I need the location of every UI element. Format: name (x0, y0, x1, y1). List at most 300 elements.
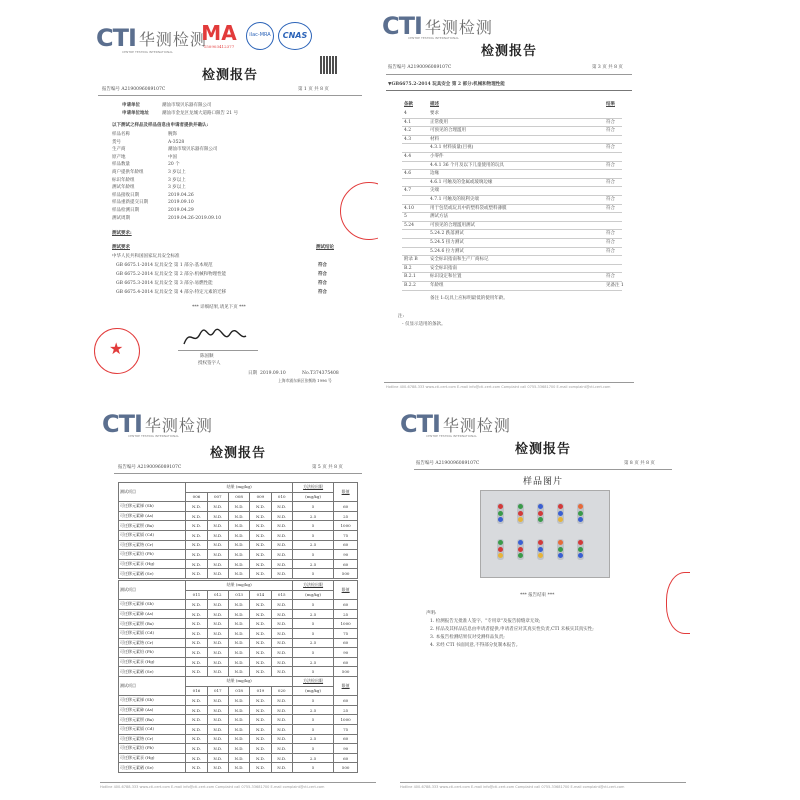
field-value: 腕饰 (168, 132, 177, 137)
nd-value: N.D. (271, 715, 292, 725)
mdl-value: 2.5 (292, 609, 333, 619)
table-row (119, 696, 358, 706)
nd-value: N.D. (186, 753, 207, 763)
sample-id: 019 (250, 686, 271, 696)
nd-value: N.D. (186, 600, 207, 610)
clause-description: 可预见的合理滥用 (430, 128, 466, 134)
nd-value: N.D. (186, 705, 207, 715)
nd-value: N.D. (207, 715, 228, 725)
nd-value: N.D. (186, 628, 207, 638)
results-table (118, 482, 358, 579)
header-mdl-unit: (mg/kg) (292, 492, 333, 502)
nd-value: N.D. (250, 705, 271, 715)
row-divider (402, 290, 622, 291)
nd-value: N.D. (207, 744, 228, 754)
field-value: 2019.04.26 (168, 192, 194, 198)
limit-value: 60 (334, 657, 358, 667)
nd-value: N.D. (228, 696, 249, 706)
clause-description: 安全标识指南 (430, 265, 457, 271)
limit-value: 90 (334, 648, 358, 658)
nd-value: N.D. (207, 648, 228, 658)
sample-id: 010 (271, 492, 292, 502)
nd-value: N.D. (186, 657, 207, 667)
nd-value: N.D. (228, 648, 249, 658)
report-page-8: CTI 华测检测 CENTRE TESTING INTERNATIONAL 检测报告 报告编号 A2190096089107C 第 8 页 共 8 页 样品图片 *** 报告结束 *** 声明: 1. 检测报告无批准人签字、"专用章"及报告骑缝章无效; 2. 样品及其样品信息由申请者提供,申请者应对其真实性负责,CTI 未核实其真实性; 3. 本报告检测结果仅对受测样品负责; 4. 未经 CTI 书面同意,不得部分复制本报告。 Hotline 400-6788-333 www.cti-cert.com E-mail info@cti-cert.com Complaint call 0755-33681700 E-mail complaint@cti-cert.com (396, 402, 690, 794)
clause-number: 4.6 (404, 171, 412, 177)
nd-value: N.D. (207, 628, 228, 638)
nd-value: N.D. (271, 744, 292, 754)
element-name: 可迁移元素钡 (Ba) (119, 521, 186, 531)
clause-description: 正常使用 (430, 119, 448, 125)
mdl-value: 5 (292, 744, 333, 754)
sample-id: 020 (271, 686, 292, 696)
table-row (119, 559, 358, 569)
nd-value: N.D. (228, 667, 249, 677)
header-result: 结果 (mg/kg) (186, 483, 293, 493)
table-row (119, 715, 358, 725)
header-limit: 限值 (334, 677, 358, 696)
nd-value: N.D. (207, 540, 228, 550)
clause-result: 符合 (606, 205, 615, 211)
nd-value: N.D. (228, 628, 249, 638)
nd-value: N.D. (228, 511, 249, 521)
nd-value: N.D. (271, 530, 292, 540)
test-item: GB 6675.3-2014 玩具安全 第 3 部分:易燃性能 (116, 281, 213, 286)
nd-value: N.D. (207, 734, 228, 744)
nd-value: N.D. (207, 696, 228, 706)
element-name: 可迁移元素锑 (Sb) (119, 600, 186, 610)
clause-number: 4.3 (404, 136, 412, 142)
sample-photo (480, 490, 610, 578)
header-mdl-unit: (mg/kg) (292, 590, 333, 600)
nd-value: N.D. (228, 734, 249, 744)
test-item: GB 6675.4-2014 玩具安全 第 4 部分:特定元素的迁移 (116, 290, 227, 295)
clause-result: 符合 (606, 145, 615, 151)
nd-value: N.D. (271, 734, 292, 744)
nd-value: N.D. (186, 550, 207, 560)
field-label: 样品名称 (112, 132, 130, 137)
bracelet-item (537, 539, 544, 560)
cti-logo: CTI 华测检测 (102, 410, 213, 438)
test-item: GB 6675.2-2014 玩具安全 第 2 部分:机械和物理性能 (116, 272, 227, 277)
nd-value: N.D. (207, 763, 228, 773)
element-name: 可迁移元素铅 (Pb) (119, 744, 186, 754)
header-limit: 限值 (334, 483, 358, 502)
nd-value: N.D. (228, 638, 249, 648)
nd-value: N.D. (207, 511, 228, 521)
table-row (119, 734, 358, 744)
nd-value: N.D. (228, 502, 249, 512)
table-row (119, 619, 358, 629)
nd-value: N.D. (250, 600, 271, 610)
clause-result: 符合 (606, 197, 615, 202)
nd-value: N.D. (228, 744, 249, 754)
mdl-value: 5 (292, 628, 333, 638)
nd-value: N.D. (271, 540, 292, 550)
element-name: 可迁移元素铅 (Pb) (119, 648, 186, 658)
cma-logo: MA 150903412377 (201, 21, 237, 49)
test-result: 符合 (318, 281, 327, 286)
element-name: 可迁移元素汞 (Hg) (119, 559, 186, 569)
clause-number: 4.10 (404, 205, 415, 211)
sample-id: 009 (250, 492, 271, 502)
nd-value: N.D. (207, 619, 228, 629)
nd-value: N.D. (250, 559, 271, 569)
field-label: 样品重新提交日期 (112, 200, 148, 206)
limit-value: 500 (334, 667, 358, 677)
sample-id: 016 (186, 686, 207, 696)
nd-value: N.D. (250, 696, 271, 706)
nd-value: N.D. (228, 609, 249, 619)
table-row (119, 609, 358, 619)
field-value: A-3528 (168, 139, 185, 145)
clause-number: B.2.1 (404, 274, 416, 280)
declaration-item: 1. 检测报告无批准人签字、"专用章"及报告骑缝章无效; (430, 619, 541, 624)
field-value: 3 岁以上 (168, 185, 186, 191)
sample-id: 011 (186, 590, 207, 600)
report-page-3: CTI 华测检测 CENTRE TESTING INTERNATIONAL 检测报告 报告编号 A2190096089107C 第 3 页 共 8 页 ▼GB6675.2-2014 玩具安全 第 2 部分:机械和物理性能 条款 描述 结果 4 要求 4.1 正常使用 符合 4.2 可预见的合理滥用 符合 4.3 材料 4.3.1 材料质量(目视) 符合 4.4 小零件 4.4.1 36 个月及以下儿童使用的玩具 符合 4.6 边缘 4.6.1 可触及的金属或玻璃边缘 符合 4.7 尖端 4.7.1 可触及的锐利尖端 符合 4.10 用于包装或玩具中的塑料袋或塑料薄膜 符合 5 测试方法 5.24 可预见的合理滥用测试 5.24.2 跌落测试 符合 5.24.5 扭力测试 符合 5.24.6 拉力测试 符合 附录 B 安全标识指南和生产厂商标记 B.2 安全标识指南 B.2.1 标识设定和位置 符合 B.2.2 年龄组 见备注 1 备注 1:玩具上应标明最低的使用年龄。 注: - 仅显示适用的条款。 Hotline 400-6788-333 www.cti-cert.com E-mail info@cti-cert.com Complaint call 0755-33681700 E-mail complaint@cti-cert.com (378, 4, 640, 392)
bracelet-item (577, 539, 584, 560)
element-name: 可迁移元素硒 (Se) (119, 667, 186, 677)
table-row (119, 628, 358, 638)
nd-value: N.D. (271, 648, 292, 658)
element-name: 可迁移元素锑 (Sb) (119, 502, 186, 512)
mdl-value: 5 (292, 715, 333, 725)
bracelet-item (557, 503, 564, 524)
nd-value: N.D. (271, 502, 292, 512)
header-result: 结果 (mg/kg) (186, 581, 293, 591)
nd-value: N.D. (207, 753, 228, 763)
page-title: 检测报告 (480, 44, 537, 59)
element-name: 可迁移元素砷 (As) (119, 609, 186, 619)
test-item: GB 6675.1-2014 玩具安全 第 1 部分:基本规范 (116, 263, 213, 268)
nd-value: N.D. (186, 638, 207, 648)
mdl-value: 5 (292, 724, 333, 734)
nd-value: N.D. (250, 715, 271, 725)
nd-value: N.D. (186, 619, 207, 629)
red-seal-icon: ★ (94, 328, 140, 374)
sample-id: 008 (228, 492, 249, 502)
table-row (119, 540, 358, 550)
mdl-value: 5 (292, 600, 333, 610)
mdl-value: 5 (292, 648, 333, 658)
element-name: 可迁移元素镉 (Cd) (119, 530, 186, 540)
nd-value: N.D. (186, 648, 207, 658)
table-row (119, 667, 358, 677)
header-mdl: 方法检出限 (292, 581, 333, 591)
sample-id: 018 (228, 686, 249, 696)
nd-value: N.D. (228, 559, 249, 569)
clause-description: 标识设定和位置 (430, 274, 462, 280)
bracelet-item (517, 539, 524, 560)
field-label: 商户提供年龄组 (112, 170, 144, 175)
clause-result: 符合 (606, 162, 615, 168)
clause-description: 4.3.1 材料质量(目视) (430, 145, 474, 151)
nd-value: N.D. (207, 521, 228, 531)
nd-value: N.D. (207, 609, 228, 619)
clause-description: 用于包装或玩具中的塑料袋或塑料薄膜 (430, 205, 507, 211)
mdl-value: 2.5 (292, 511, 333, 521)
clause-number: B.2.2 (404, 283, 416, 288)
declaration-item: 2. 样品及其样品信息由申请者提供,申请者应对其真实性负责,CTI 未核实其真实性; (430, 627, 594, 632)
table-row (119, 550, 358, 560)
table-row (119, 763, 358, 773)
bracelet-item (517, 503, 524, 524)
nd-value: N.D. (186, 744, 207, 754)
nd-value: N.D. (271, 763, 292, 773)
page-title: 检测报告 (514, 442, 571, 457)
nd-value: N.D. (207, 559, 228, 569)
nd-value: N.D. (228, 657, 249, 667)
mdl-value: 2.5 (292, 753, 333, 763)
nd-value: N.D. (186, 715, 207, 725)
nd-value: N.D. (186, 724, 207, 734)
header-test-item: 测试项目 (119, 581, 186, 600)
nd-value: N.D. (250, 511, 271, 521)
clause-description: 要求 (430, 111, 439, 116)
nd-value: N.D. (228, 550, 249, 560)
report-page-5: CTI 华测检测 CENTRE TESTING INTERNATIONAL 检测报告 报告编号 A2190096089107C 第 5 页 共 8 页 测试项目 结果 (mg/kg) 方法检出限 限值 006 007 008 009 010 (mg/kg) 可迁移元素锑 (Sb) N.D. N.D. N.D. N.D. N.D. 5 60 可迁移元素砷 (As) N.D. N.D. N.D. N.D. N.D. 2.5 25 可迁移元素钡 (Ba) N.D. N.D. N.D. N.D. N.D. 5 1000 可迁移元素镉 (Cd) N.D. N.D. N.D. N.D. N.D. 5 75 可迁移元素铬 (Cr) N.D. N.D. N.D. N.D. N.D. 2.5 60 可迁移元素铅 (Pb) N.D. N.D. N.D. N.D. N.D. 5 90 可迁移元素汞 (Hg) N.D. N.D. N.D. N.D. N.D. 2.5 60 可迁移元素硒 (Se) N.D. N.D. N.D. N.D. N.D. 5 500 测试项目 结果 (mg/kg) 方法检出限 限值 011 012 013 014 015 (mg/kg) 可迁移元素锑 (Sb) N.D. N.D. N.D. N.D. N.D. 5 60 可迁移元素砷 (As) N.D. N.D. N.D. N.D. N.D. 2.5 25 可迁移元素钡 (Ba) N.D. N.D. N.D. N.D. N.D. 5 1000 可迁移元素镉 (Cd) N.D. N.D. N.D. N.D. N.D. 5 75 可迁移元素铬 (Cr) N.D. N.D. N.D. N.D. N.D. 2.5 60 可迁移元素铅 (Pb) N.D. N.D. N.D. N.D. N.D. 5 90 可迁移元素汞 (Hg) N.D. N.D. N.D. N.D. N.D. 2.5 60 可迁移元素硒 (Se) N.D. N.D. N.D. N.D. N.D. 5 500 测试项目 结果 (mg/kg) 方法检出限 限值 016 017 018 019 020 (mg/kg) 可迁移元素锑 (Sb) N.D. N.D. N.D. N.D. N.D. 5 60 可迁移元素砷 (As) N.D. N.D. N.D. N.D. N.D. 2.5 25 可迁移元素钡 (Ba) N.D. N.D. N.D. N.D. N.D. 5 1000 可迁移元素镉 (Cd) N.D. N.D. N.D. N.D. N.D. 5 75 可迁移元素铬 (Cr) N.D. N.D. N.D. N.D. N.D. 2.5 60 可迁移元素铅 (Pb) N.D. N.D. N.D. N.D. N.D. 5 90 可迁移元素汞 (Hg) N.D. N.D. N.D. N.D. N.D. 2.5 60 可迁移元素硒 (Se) N.D. N.D. N.D. N.D. N.D. 5 500 Hotline 400-6788-333 www.cti-cert.com E-mail info@cti-cert.com Complaint call 0755-33681700 E-mail complaint@cti-cert.com (96, 402, 380, 794)
clause-number: 4 (404, 111, 407, 116)
nd-value: N.D. (271, 609, 292, 619)
nd-value: N.D. (228, 600, 249, 610)
clause-number: 4.1 (404, 119, 412, 125)
element-name: 可迁移元素硒 (Se) (119, 763, 186, 773)
ilac-logo: ilac-MRA (246, 22, 274, 50)
field-label: 样品数量 (112, 162, 130, 168)
clause-result: 符合 (606, 179, 615, 185)
field-value: 3 岁以上 (168, 170, 186, 175)
limit-value: 25 (334, 705, 358, 715)
mdl-value: 2.5 (292, 734, 333, 744)
nd-value: N.D. (271, 619, 292, 629)
nd-value: N.D. (250, 763, 271, 773)
table-row (119, 521, 358, 531)
limit-value: 1000 (334, 521, 358, 531)
header-mdl: 方法检出限 (292, 483, 333, 493)
nd-value: N.D. (250, 734, 271, 744)
clause-description: 年龄组 (430, 283, 444, 288)
nd-value: N.D. (228, 569, 249, 579)
clause-number: 附录 B (404, 257, 418, 263)
nd-value: N.D. (207, 657, 228, 667)
header-limit: 限值 (334, 581, 358, 600)
nd-value: N.D. (250, 569, 271, 579)
test-result: 符合 (318, 272, 327, 277)
mdl-value: 5 (292, 763, 333, 773)
nd-value: N.D. (186, 521, 207, 531)
nd-value: N.D. (250, 667, 271, 677)
clause-description: 4.4.1 36 个月及以下儿童使用的玩具 (430, 162, 505, 168)
field-value: 2019.04.26-2019.09.10 (168, 215, 222, 221)
nd-value: N.D. (271, 657, 292, 667)
table-row (119, 511, 358, 521)
nd-value: N.D. (271, 638, 292, 648)
mdl-value: 2.5 (292, 705, 333, 715)
field-label: 样品检测日期 (112, 208, 139, 213)
clause-description: 安全标识指南和生产厂商标记 (430, 257, 489, 263)
nd-value: N.D. (228, 530, 249, 540)
test-result: 符合 (318, 263, 327, 268)
element-name: 可迁移元素硒 (Se) (119, 569, 186, 579)
element-name: 可迁移元素钡 (Ba) (119, 619, 186, 629)
nd-value: N.D. (207, 724, 228, 734)
bracelet-item (537, 503, 544, 524)
nd-value: N.D. (250, 540, 271, 550)
nd-value: N.D. (207, 569, 228, 579)
element-name: 可迁移元素锑 (Sb) (119, 696, 186, 706)
declaration-item: 3. 本报告检测结果仅对受测样品负责; (430, 635, 505, 640)
nd-value: N.D. (250, 628, 271, 638)
clause-result: 符合 (606, 248, 615, 254)
clause-description: 5.24.2 跌落测试 (430, 231, 464, 237)
clause-result: 符合 (606, 119, 615, 125)
mdl-value: 5 (292, 667, 333, 677)
field-value: 潮汕市瑞贝乐器有限公司 (168, 147, 218, 153)
table-row (119, 724, 358, 734)
sample-id: 013 (228, 590, 249, 600)
nd-value: N.D. (271, 724, 292, 734)
clause-number: 4.2 (404, 128, 412, 134)
element-name: 可迁移元素砷 (As) (119, 705, 186, 715)
clause-result: 符合 (606, 128, 615, 134)
nd-value: N.D. (186, 609, 207, 619)
field-value: 中国 (168, 154, 177, 160)
nd-value: N.D. (271, 521, 292, 531)
clause-description: 材料 (430, 136, 439, 142)
mdl-value: 2.5 (292, 540, 333, 550)
table-row (119, 600, 358, 610)
limit-value: 75 (334, 628, 358, 638)
limit-value: 60 (334, 502, 358, 512)
nd-value: N.D. (186, 530, 207, 540)
element-name: 可迁移元素镉 (Cd) (119, 724, 186, 734)
page-title: 检测报告 (209, 446, 266, 461)
report-page-1: CTI 华测检测 CENTRE TESTING INTERNATIONAL MA 150903412377 ilac-MRA CNAS 检测报告 报告编号 A2190096089107C 第 1 页 共 8 页 申请单位 潮汕市瑞贝乐器有限公司 申请单位地址 潮汕市金龙区龙城大道路口限告 21 号 以下测试之样品及样品信息由申请者提供并确认: 样品名称 腕饰 货号 A-3528 生产商 潮汕市瑞贝乐器有限公司 原产地 中国 样品数量 20 个 商户提供年龄组 3 岁以上 标识年龄组 3 岁以上 测试年龄组 3 岁以上 样品接收日期 2019.04.26 样品重新提交日期 2019.09.10 样品检测日期 2019.04.29 测试周期 2019.04.26-2019.09.10 测试要求: 测试要求 测试结论 中华人民共和国国家玩具安全标准 GB 6675.1-2014 玩具安全 第 1 部分:基本规范 符合 GB 6675.2-2014 玩具安全 第 2 部分:机械和物理性能 符合 GB 6675.3-2014 玩具安全 第 3 部分:易燃性能 符合 GB 6675.4-2014 玩具安全 第 4 部分:特定元素的迁移 符合 *** 详细结果,请见下页 *** 陈国顺 授权签字人 日期 2019.09.10 No. T374375408 上海市浦东新区张衡路 1996 号 ★ (80, 4, 380, 386)
seal-stamp-icon (666, 572, 690, 634)
nd-value: N.D. (271, 705, 292, 715)
nd-value: N.D. (250, 753, 271, 763)
clause-description: 5.24.6 拉力测试 (430, 248, 464, 254)
clause-number: B.2 (404, 265, 412, 271)
nd-value: N.D. (207, 667, 228, 677)
field-value: 2019.04.29 (168, 208, 194, 213)
clause-description: 尖端 (430, 188, 439, 194)
table-row (119, 657, 358, 667)
mdl-value: 5 (292, 619, 333, 629)
bracelet-item (497, 503, 504, 524)
nd-value: N.D. (186, 511, 207, 521)
field-value: 2019.09.10 (168, 200, 194, 206)
nd-value: N.D. (228, 763, 249, 773)
limit-value: 1000 (334, 715, 358, 725)
field-label: 生产商 (112, 147, 126, 153)
limit-value: 60 (334, 753, 358, 763)
nd-value: N.D. (250, 744, 271, 754)
nd-value: N.D. (271, 569, 292, 579)
mdl-value: 5 (292, 521, 333, 531)
nd-value: N.D. (228, 724, 249, 734)
nd-value: N.D. (250, 609, 271, 619)
clause-result: 见备注 1 (606, 283, 624, 288)
field-label: 测试周期 (112, 215, 130, 221)
sample-id: 017 (207, 686, 228, 696)
nd-value: N.D. (228, 619, 249, 629)
field-label: 测试年龄组 (112, 185, 135, 191)
sample-id: 012 (207, 590, 228, 600)
cti-logo: CTI 华测检测 (96, 24, 207, 52)
clause-description: 小零件 (430, 154, 444, 159)
clause-description: 边缘 (430, 171, 439, 177)
nd-value: N.D. (250, 502, 271, 512)
element-name: 可迁移元素汞 (Hg) (119, 753, 186, 763)
nd-value: N.D. (228, 705, 249, 715)
clause-result: 符合 (606, 274, 615, 280)
bracelet-item (557, 539, 564, 560)
nd-value: N.D. (186, 763, 207, 773)
cnas-logo: CNAS (278, 22, 312, 50)
mdl-value: 5 (292, 502, 333, 512)
table-row (119, 705, 358, 715)
element-name: 可迁移元素铬 (Cr) (119, 734, 186, 744)
nd-value: N.D. (207, 705, 228, 715)
nd-value: N.D. (271, 753, 292, 763)
nd-value: N.D. (228, 521, 249, 531)
element-name: 可迁移元素镉 (Cd) (119, 628, 186, 638)
signature (180, 324, 250, 350)
element-name: 可迁移元素铬 (Cr) (119, 638, 186, 648)
photo-title: 样品图片 (522, 477, 563, 487)
nd-value: N.D. (186, 559, 207, 569)
cti-logo: CTI 华测检测 (382, 12, 493, 40)
test-result: 符合 (318, 290, 327, 295)
field-value: 20 个 (168, 162, 180, 168)
header-test-item: 测试项目 (119, 677, 186, 696)
nd-value: N.D. (250, 657, 271, 667)
nd-value: N.D. (186, 540, 207, 550)
clause-description: 测试方法 (430, 214, 448, 220)
limit-value: 90 (334, 744, 358, 754)
nd-value: N.D. (250, 550, 271, 560)
limit-value: 1000 (334, 619, 358, 629)
limit-value: 60 (334, 696, 358, 706)
nd-value: N.D. (250, 638, 271, 648)
nd-value: N.D. (228, 540, 249, 550)
bracelet-item (497, 539, 504, 560)
sample-id: 015 (271, 590, 292, 600)
limit-value: 60 (334, 600, 358, 610)
nd-value: N.D. (271, 667, 292, 677)
table-row (119, 569, 358, 579)
field-label: 标识年龄组 (112, 177, 135, 183)
sample-id: 014 (250, 590, 271, 600)
nd-value: N.D. (228, 753, 249, 763)
nd-value: N.D. (250, 648, 271, 658)
limit-value: 60 (334, 540, 358, 550)
limit-value: 60 (334, 638, 358, 648)
nd-value: N.D. (271, 600, 292, 610)
table-row (119, 744, 358, 754)
nd-value: N.D. (207, 502, 228, 512)
limit-value: 60 (334, 559, 358, 569)
element-name: 可迁移元素钡 (Ba) (119, 715, 186, 725)
nd-value: N.D. (271, 628, 292, 638)
limit-value: 25 (334, 609, 358, 619)
nd-value: N.D. (186, 502, 207, 512)
nd-value: N.D. (271, 559, 292, 569)
table-row (119, 530, 358, 540)
clause-number: 5.24 (404, 222, 415, 228)
